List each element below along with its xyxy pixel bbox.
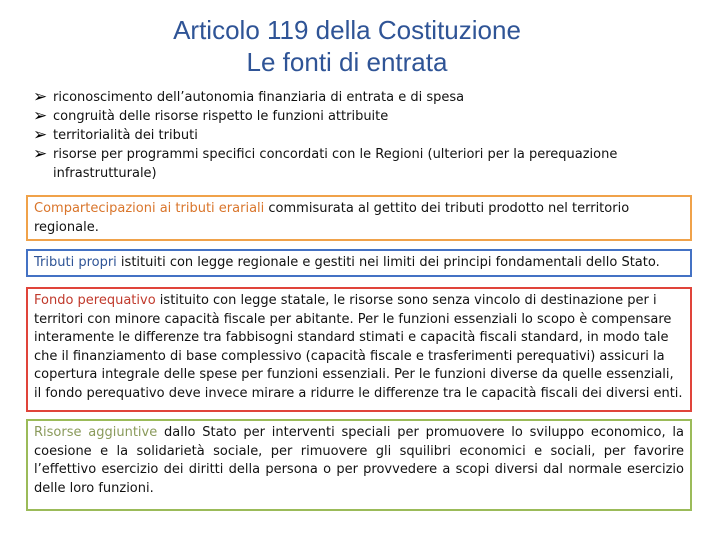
fondo-perequativo-heading: Fondo perequativo <box>34 293 156 308</box>
compartecipazioni-text: commisurata al gettito dei tributi prodotto nel territorio regionale. <box>34 201 630 235</box>
tributi-propri-text: istituiti con legge regionale e gestiti nei limiti dei principi fondamentali dello Stato. <box>116 255 660 270</box>
tributi-propri-box <box>26 249 692 277</box>
list-item <box>33 126 693 145</box>
principles-list <box>33 88 693 183</box>
list-item <box>33 88 693 107</box>
arrow-bullet-icon: ➢ <box>33 144 48 164</box>
list-item <box>33 107 693 126</box>
arrow-bullet-icon: ➢ <box>33 106 48 126</box>
fondo-perequativo-text: istituito con legge statale, le risorse sono senza vincolo di destinazione per i territori con minore capacità fiscale per abitante. Per le funzioni essenziali lo scopo è compensare interamente le differenze tra fabbisogni standard stimati e capacità fiscali standard, in modo tale che il finanziamento di base complessivo (capacità fiscale e trasferimenti perequativi) assicuri la copertura integrale delle spese per funzioni essenziali. Per le funzioni diverse da quelle essenziali, il fondo perequativo deve invece mirare a ridurre le differenze tra le capacità fiscali dei diversi enti. <box>34 293 683 401</box>
risorse-aggiuntive-text: dallo Stato per interventi speciali per promuovere lo sviluppo economico, la coesione e la solidarietà sociale, per rimuovere gli squilibri economici e sociali, per favorire l’effettivo esercizio dei diritti della persona o per provvedere a scopi diversi dal normale esercizio delle loro funzioni. <box>34 425 684 496</box>
tributi-propri-heading: Tributi propri <box>34 255 117 270</box>
risorse-aggiuntive-box <box>26 419 692 511</box>
list-item <box>33 145 693 183</box>
title-line-2: Le fonti di entrata <box>246 47 448 77</box>
bullet-text: riconoscimento dell’autonomia finanziaria di entrata e di spesa <box>53 90 465 105</box>
title-line-1: Articolo 119 della Costituzione <box>173 15 521 45</box>
bullet-text: territorialità dei tributi <box>53 128 198 143</box>
bullet-text: congruità delle risorse rispetto le funzioni attribuite <box>53 109 389 124</box>
compartecipazioni-heading: Compartecipazioni ai tributi erariali <box>34 201 265 216</box>
arrow-bullet-icon: ➢ <box>33 87 48 107</box>
compartecipazioni-box <box>26 195 692 241</box>
bullet-text: risorse per programmi specifici concordati con le Regioni (ulteriori per la perequazione infrastrutturale) <box>53 147 618 181</box>
risorse-aggiuntive-heading: Risorse aggiuntive <box>34 425 158 440</box>
page-title <box>0 14 694 78</box>
fondo-perequativo-box <box>26 287 692 412</box>
arrow-bullet-icon: ➢ <box>33 125 48 145</box>
